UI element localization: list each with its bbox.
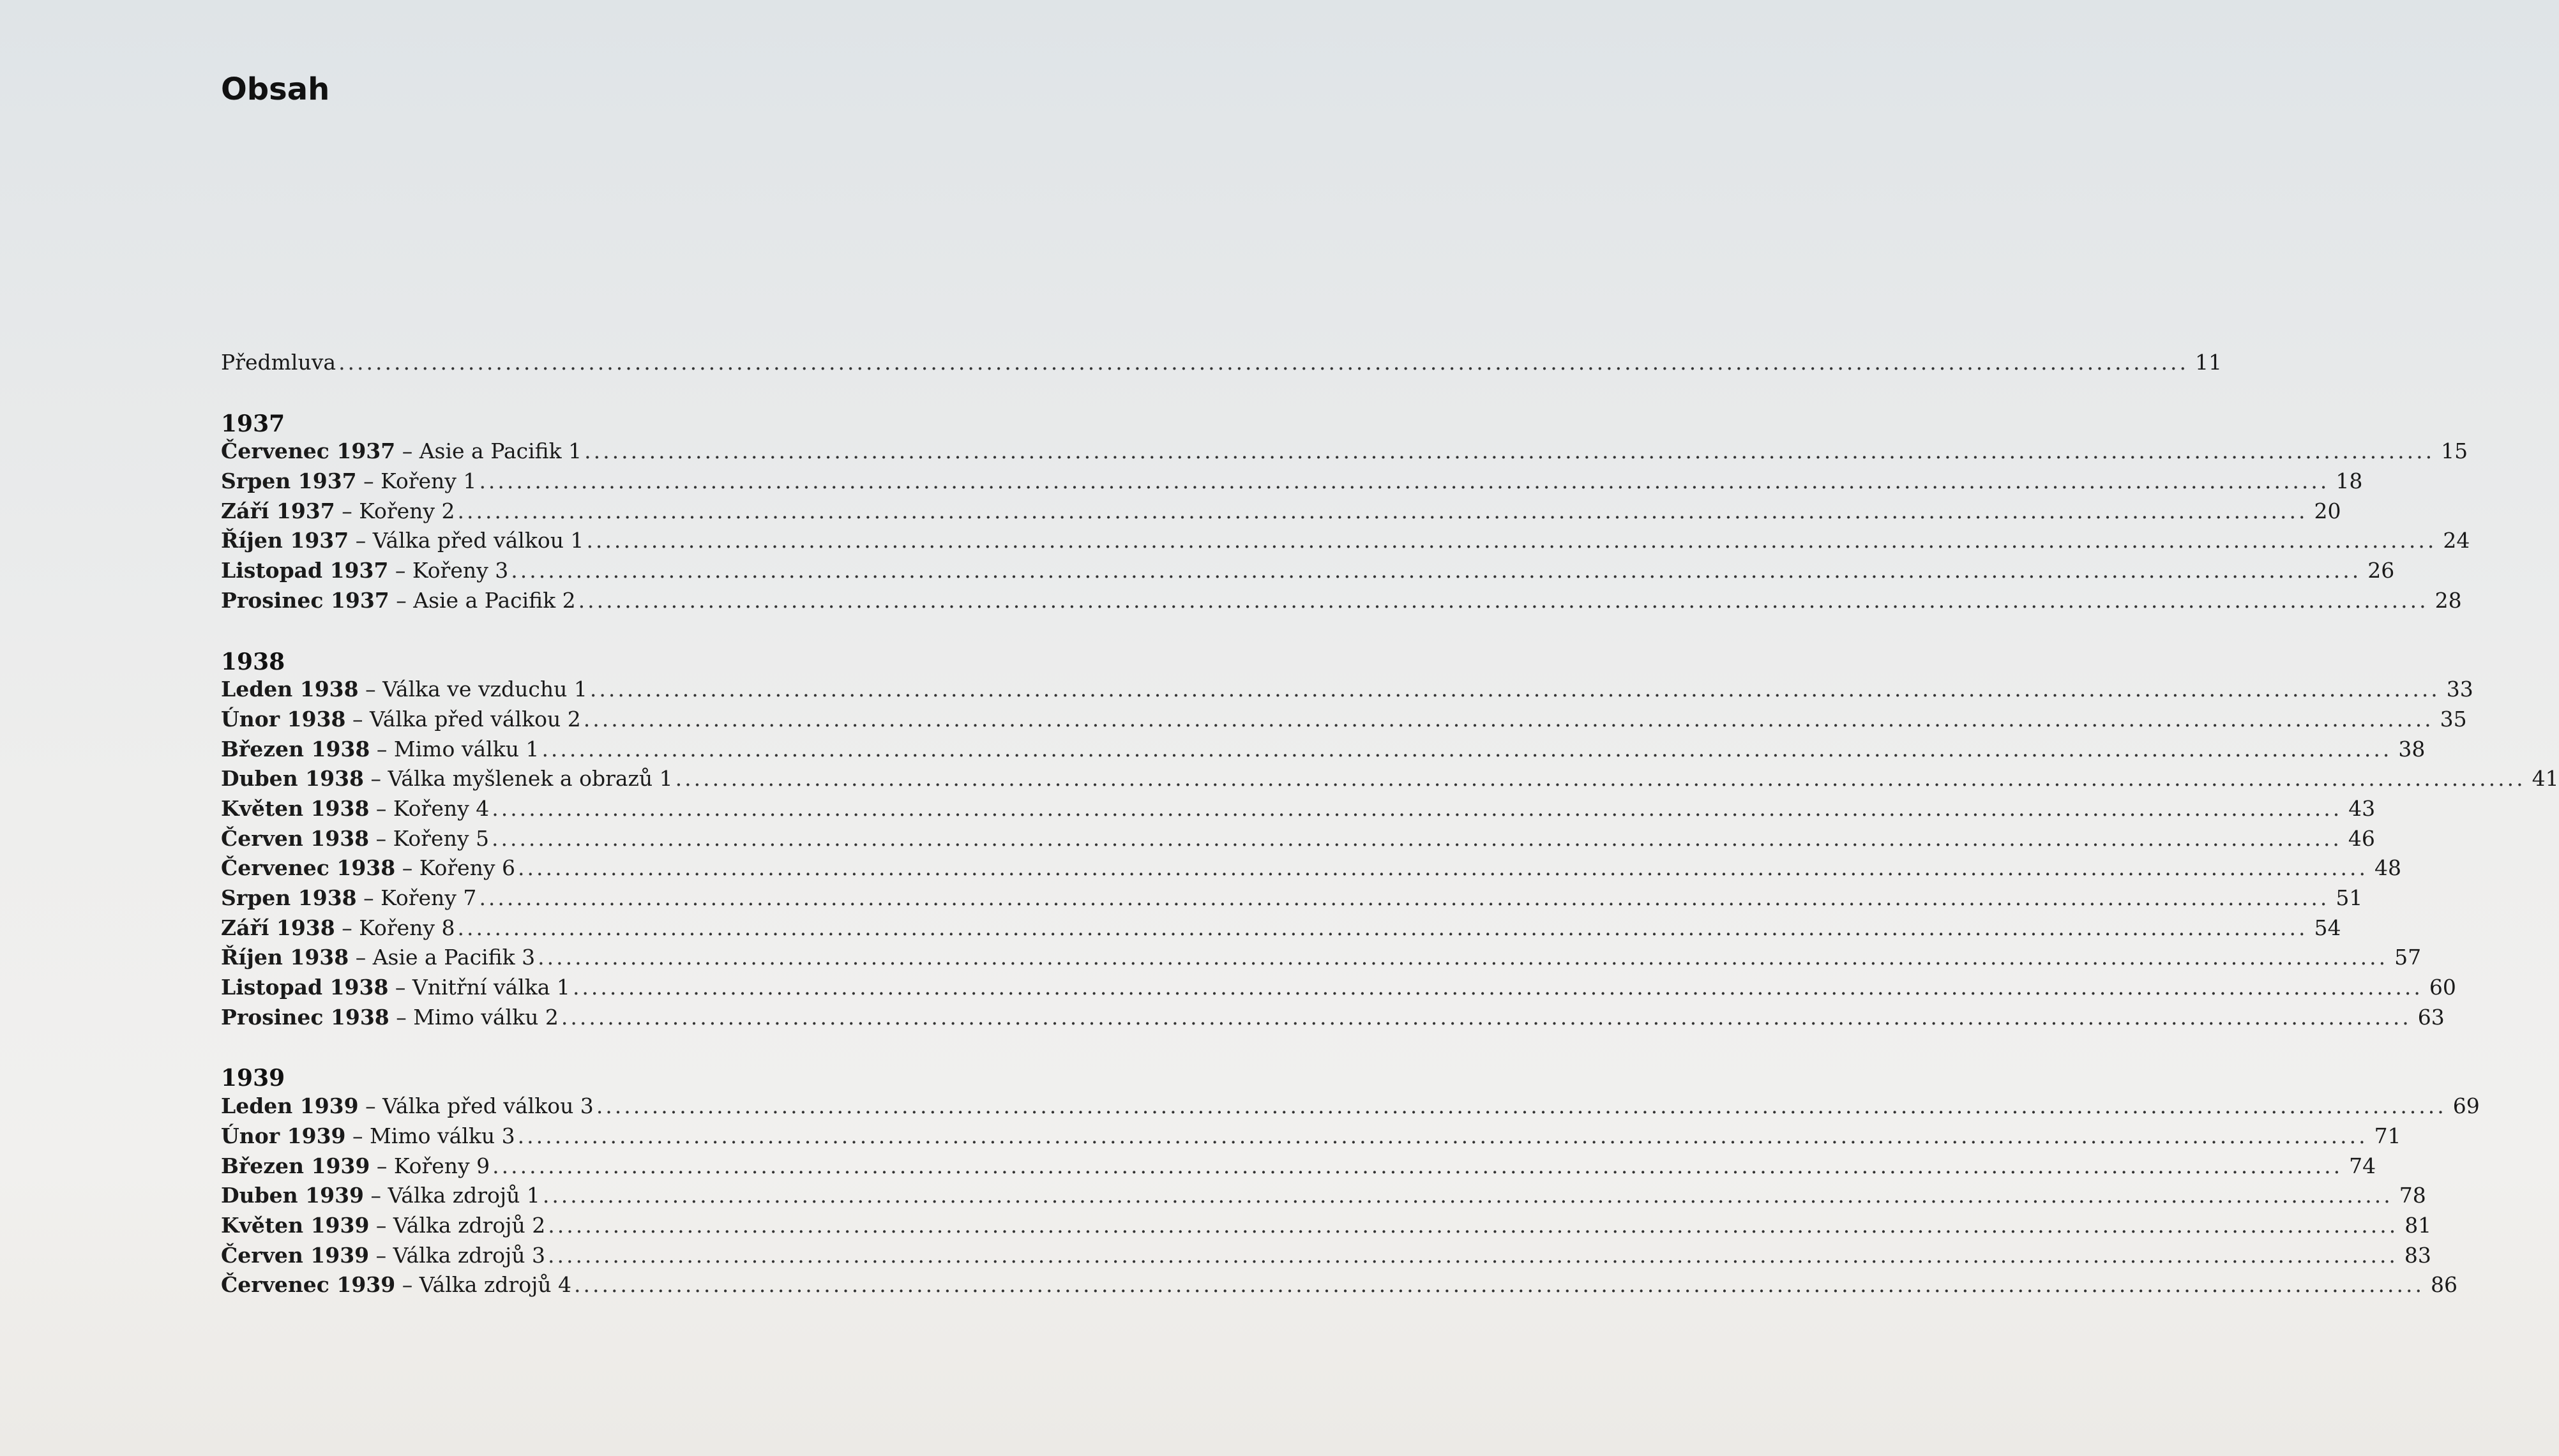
toc-entry-label (221, 975, 570, 1000)
toc-entry-separator: – (349, 528, 373, 553)
toc-entry-separator: – (389, 1004, 414, 1030)
toc-page-number: 20 (2314, 498, 2341, 523)
toc-entry-separator: – (364, 1183, 388, 1208)
toc-entry (221, 766, 2559, 796)
toc-entry-label (221, 469, 476, 493)
toc-page-number: 28 (2434, 587, 2462, 613)
toc-entry-separator: – (395, 1272, 419, 1298)
toc-entry-topic: Kořeny 9 (393, 1153, 490, 1178)
toc-entry-separator: – (369, 1242, 393, 1268)
toc-entry-month: Září 1937 (221, 498, 335, 523)
toc-entry-topic: Mimo válku 1 (393, 736, 540, 762)
toc-entry-topic: Válka zdrojů 3 (393, 1242, 545, 1268)
toc-entry (221, 736, 2426, 767)
toc-entry-month: Duben 1939 (221, 1183, 365, 1208)
toc-entry-label (221, 558, 508, 583)
toc-entry-separator: – (370, 1153, 394, 1178)
toc-entry-label (221, 588, 576, 613)
toc-entry-topic: Válka před válkou 3 (382, 1093, 594, 1119)
dot-leader: ........................................................................................................................................................................................................ (518, 855, 2368, 881)
dot-leader: ........................................................................................................................................................................................................ (548, 1212, 2399, 1238)
toc-page-number: 69 (2452, 1093, 2480, 1119)
toc-entry-label (221, 1153, 490, 1178)
dot-leader: ........................................................................................................................................................................................................ (561, 1004, 2412, 1030)
toc-page-number: 78 (2399, 1183, 2426, 1208)
toc-entry (221, 677, 2473, 707)
toc-entry-month: Červenec 1938 (221, 855, 396, 881)
dot-leader: ........................................................................................................................................................................................................ (542, 1183, 2393, 1208)
toc-entry-month: Červen 1938 (221, 825, 370, 851)
toc-page-number: 48 (2374, 855, 2401, 881)
toc-entry-label (221, 1213, 545, 1238)
dot-leader: ........................................................................................................................................................................................................ (586, 528, 2437, 553)
toc-page-number: 43 (2348, 795, 2376, 821)
toc-entry-label (221, 915, 455, 940)
dot-leader: ........................................................................................................................................................................................................ (491, 825, 2342, 851)
toc-entry-label (221, 499, 455, 523)
toc-entry (221, 855, 2401, 885)
toc-page-number: 83 (2404, 1242, 2431, 1268)
toc-entry-topic: Kořeny 1 (381, 469, 477, 494)
toc-entry-month: Září 1938 (221, 915, 335, 940)
toc-entry-topic: Kořeny 7 (381, 885, 477, 910)
dot-leader: ........................................................................................................................................................................................................ (574, 1272, 2424, 1298)
toc-entry-month: Říjen 1938 (221, 945, 349, 970)
toc-page-number: 38 (2398, 736, 2426, 762)
dot-leader: ........................................................................................................................................................................................................ (547, 1242, 2398, 1268)
toc-entry-separator: – (349, 945, 373, 970)
toc-entry (221, 558, 2395, 588)
dot-leader: ........................................................................................................................................................................................................ (583, 706, 2434, 732)
toc-entry-separator: – (358, 677, 383, 702)
toc-entry-label (221, 1123, 515, 1148)
toc-entry (221, 1183, 2426, 1213)
toc-entry (221, 1212, 2432, 1243)
page-title: Obsah (221, 71, 330, 107)
toc-entry-separator: – (335, 498, 359, 523)
toc-entry-separator: – (356, 469, 381, 494)
toc-entry-topic: Válka ve vzduchu 1 (382, 677, 587, 702)
toc-entry-separator: – (370, 736, 394, 762)
toc-entry-topic: Válka myšlenek a obrazů 1 (388, 766, 673, 792)
dot-leader: ........................................................................................................................................................................................................ (596, 1093, 2447, 1119)
toc-entry (221, 1153, 2376, 1183)
toc-entry-preface (221, 350, 2223, 380)
toc-page-number: 71 (2374, 1123, 2401, 1148)
toc-page-number: 51 (2336, 885, 2363, 910)
toc-entry-label (221, 439, 582, 463)
toc-page-number: 15 (2441, 439, 2468, 464)
toc-page-number: 26 (2367, 558, 2395, 583)
toc-entry-topic: Válka před válkou 1 (372, 528, 584, 553)
toc-entry (221, 825, 2375, 856)
section-spacer (221, 1034, 876, 1063)
toc-entry-separator: – (358, 1093, 383, 1119)
toc-page-number: 33 (2446, 677, 2473, 702)
toc-entry-month: Červen 1939 (221, 1242, 370, 1268)
toc-page-number: 41 (2532, 766, 2559, 792)
toc-entry-month: Únor 1939 (221, 1123, 346, 1148)
toc-page-number: 63 (2417, 1004, 2445, 1030)
toc-page-number: 81 (2404, 1212, 2432, 1238)
toc-entry-month: Červenec 1939 (221, 1272, 396, 1298)
dot-leader: ........................................................................................................................................................................................................ (541, 736, 2392, 762)
toc-entry (221, 528, 2470, 558)
toc-entry-topic: Kořeny 8 (359, 915, 455, 940)
toc-entry-month: Únor 1938 (221, 706, 346, 732)
toc-entry-month: Květen 1939 (221, 1212, 370, 1238)
toc-entry-label (221, 1005, 559, 1030)
toc-entry-separator: – (345, 1123, 370, 1148)
toc-entry (221, 915, 2341, 945)
toc-page-number: 18 (2336, 469, 2363, 494)
toc-entry-label (221, 826, 489, 851)
toc-entry-topic: Asie a Pacifik 2 (413, 587, 576, 613)
dot-leader: ........................................................................................................................................................................................................ (457, 498, 2308, 523)
toc-entry-month: Leden 1938 (221, 677, 359, 702)
toc-page-number: 86 (2431, 1272, 2457, 1298)
toc-entry-separator: – (369, 1212, 393, 1238)
toc-entry (221, 1004, 2445, 1035)
toc-entry-topic: Kořeny 4 (393, 795, 490, 821)
year-heading: 1939 (221, 1065, 285, 1092)
toc-entry-separator: – (335, 915, 359, 940)
toc-entry-label: Předmluva (221, 350, 336, 375)
toc-entry-label (221, 945, 535, 970)
toc-entry-topic: Kořeny 6 (419, 855, 516, 881)
toc-entry (221, 439, 2468, 469)
toc-entry-month: Červenec 1937 (221, 439, 396, 464)
table-of-contents (221, 350, 2559, 1302)
toc-entry-label (221, 766, 673, 791)
dot-leader: ........................................................................................................................................................................................................ (675, 766, 2526, 792)
year-heading: 1937 (221, 410, 285, 437)
toc-entry-label (221, 1093, 594, 1118)
toc-page-number: 57 (2394, 945, 2422, 970)
toc-entry-month: Březen 1939 (221, 1153, 370, 1178)
toc-entry-label (221, 677, 587, 702)
dot-leader: ........................................................................................................................................................................................................ (584, 439, 2435, 464)
toc-page-number: 11 (2195, 350, 2223, 375)
toc-entry-topic: Mimo válku 3 (370, 1123, 515, 1148)
toc-entry (221, 795, 2376, 826)
toc-entry-separator: – (388, 558, 412, 583)
toc-entry (221, 587, 2462, 618)
toc-page-number: 60 (2429, 975, 2456, 1000)
toc-entry-topic: Kořeny 5 (393, 825, 489, 851)
dot-leader: ........................................................................................................................................................................................................ (479, 469, 2330, 494)
toc-entry-topic: Kořeny 3 (412, 558, 509, 583)
dot-leader: ........................................................................................................................................................................................................ (479, 885, 2330, 910)
toc-entry-month: Listopad 1938 (221, 975, 389, 1000)
dot-leader: ........................................................................................................................................................................................................ (538, 945, 2389, 970)
toc-entry-separator: – (364, 766, 388, 792)
dot-leader: ........................................................................................................................................................................................................ (578, 587, 2429, 613)
toc-entry-month: Duben 1938 (221, 766, 365, 792)
toc-page-number: 46 (2348, 825, 2375, 851)
toc-entry-topic: Mimo válku 2 (413, 1004, 559, 1030)
toc-entry-topic: Válka zdrojů 4 (419, 1272, 572, 1298)
toc-entry-month: Prosinec 1937 (221, 587, 389, 613)
dot-leader: ........................................................................................................................................................................................................ (492, 1153, 2343, 1178)
toc-entry-separator: – (356, 885, 381, 910)
toc-entry (221, 1242, 2431, 1273)
toc-entry (221, 975, 2456, 1005)
dot-leader: ........................................................................................................................................................................................................ (572, 975, 2423, 1000)
toc-entry (221, 945, 2422, 975)
toc-entry-month: Srpen 1937 (221, 469, 357, 494)
toc-entry-label (221, 885, 476, 910)
toc-entry (221, 1123, 2401, 1153)
toc-entry-separator: – (388, 975, 412, 1000)
toc-entry-month: Leden 1939 (221, 1093, 359, 1119)
toc-entry-month: Prosinec 1938 (221, 1004, 389, 1030)
toc-entry-label (221, 1183, 540, 1208)
toc-entry-topic: Vnitřní válka 1 (412, 975, 570, 1000)
toc-entry-month: Listopad 1937 (221, 558, 389, 583)
toc-entry-topic: Válka zdrojů 1 (388, 1183, 540, 1208)
toc-page-number: 24 (2443, 528, 2470, 553)
toc-entry (221, 706, 2467, 737)
dot-leader: ........................................................................................................................................................................................................ (511, 558, 2362, 583)
toc-entry-label (221, 855, 515, 880)
toc-entry-topic: Asie a Pacifik 1 (419, 439, 582, 464)
toc-entry-separator: – (369, 825, 393, 851)
toc-entry-separator: – (345, 706, 370, 732)
toc-entry-month: Květen 1938 (221, 795, 370, 821)
toc-entry (221, 1272, 2457, 1302)
toc-entry-topic: Válka zdrojů 2 (393, 1212, 546, 1238)
dot-leader: ........................................................................................................................................................................................................ (457, 915, 2308, 940)
section-spacer (221, 618, 876, 647)
toc-entry-label (221, 1272, 571, 1297)
toc-entry-label (221, 528, 584, 553)
toc-page-number: 35 (2440, 706, 2467, 732)
toc-entry (221, 1093, 2480, 1123)
toc-entry-topic: Kořeny 2 (359, 498, 455, 523)
dot-leader: ........................................................................................................................................................................................................ (589, 677, 2440, 702)
toc-entry-separator: – (395, 855, 419, 881)
toc-entry-label (221, 737, 539, 762)
toc-entry-month: Říjen 1937 (221, 528, 349, 553)
toc-entry-separator: – (389, 587, 414, 613)
toc-entry-separator: – (395, 439, 419, 464)
toc-entry (221, 885, 2363, 915)
dot-leader: ........................................................................................................................................................................................................ (492, 795, 2343, 821)
toc-entry-label (221, 707, 581, 732)
toc-entry (221, 469, 2363, 499)
toc-entry-month: Srpen 1938 (221, 885, 357, 910)
dot-leader: ........................................................................................................................................................................................................ (338, 350, 2189, 375)
toc-entry-label (221, 1243, 545, 1268)
year-heading: 1938 (221, 648, 285, 675)
toc-page-number: 74 (2349, 1153, 2376, 1178)
toc-entry-topic: Asie a Pacifik 3 (372, 945, 536, 970)
section-spacer (221, 380, 876, 409)
toc-entry-label (221, 796, 489, 821)
toc-entry (221, 498, 2341, 529)
toc-entry-separator: – (369, 795, 393, 821)
toc-entry-month: Březen 1938 (221, 736, 370, 762)
toc-page-number: 54 (2314, 915, 2341, 940)
toc-entry-topic: Válka před válkou 2 (370, 706, 581, 732)
dot-leader: ........................................................................................................................................................................................................ (517, 1123, 2368, 1148)
